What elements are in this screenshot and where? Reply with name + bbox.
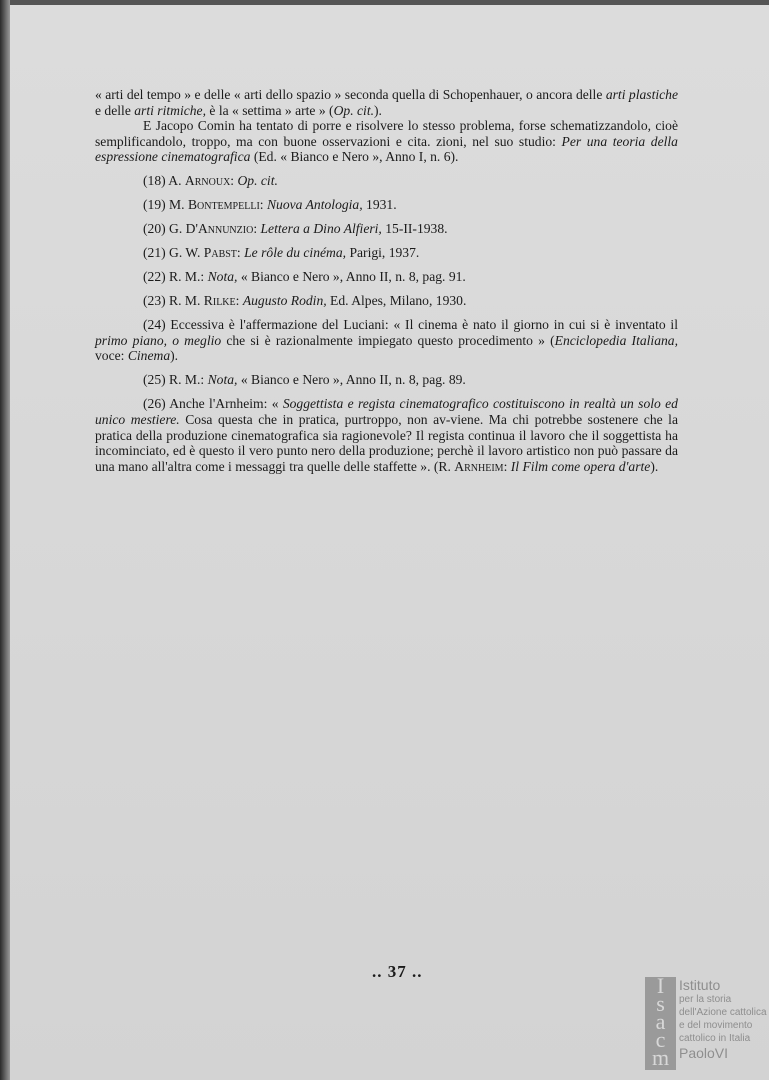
author-name: Arnheim (454, 458, 504, 474)
text-run: (20) G. D' (143, 221, 198, 237)
italic-text: Op. cit. (333, 102, 374, 118)
italic-text: primo piano, o meglio (95, 332, 222, 348)
logo-line: per la storia (679, 994, 732, 1005)
text-run: (Ed. « Bianco e Nero », Anno I, n. 6). (250, 149, 459, 165)
text-run: è la « settima » arte » ( (206, 102, 334, 118)
footnote (95, 197, 678, 213)
text-run: (26) Anche l'Arnheim: « (143, 396, 283, 412)
italic-text: Lettera a Dino Alfieri, (260, 221, 382, 237)
text-run: « Bianco e Nero », Anno II, n. 8, pag. 89. (237, 372, 466, 388)
italic-text: Il Film come opera d'arte (510, 458, 651, 474)
author-name: Rilke (203, 293, 236, 309)
author-name: Annunzio (197, 221, 254, 237)
logo-letter: m (651, 1045, 670, 1070)
italic-text: Nota, (207, 372, 238, 388)
text-run: : (253, 221, 261, 237)
author-name: Arnoux (184, 173, 231, 189)
logo-letter: s (656, 991, 665, 1016)
body-paragraph (95, 87, 678, 118)
text-run: (18) A. (143, 173, 185, 189)
page-number: .. 37 .. (372, 962, 423, 981)
footnotes-body (95, 87, 678, 474)
text-run: : (503, 458, 511, 474)
italic-text: Nota, (207, 269, 238, 285)
logo-letter: I (656, 973, 665, 998)
logo-line: PaoloVI (679, 1045, 729, 1061)
author-name: Bontempelli (187, 197, 260, 213)
body-paragraph (95, 118, 678, 165)
page-binding-edge (0, 0, 10, 1080)
text-run: (22) R. M.: (143, 269, 208, 285)
logo-monogram (645, 973, 676, 1070)
text-run: (21) G. W. (143, 245, 204, 261)
text-run: 15-II-1938. (381, 221, 448, 237)
text-run: (23) R. M. (143, 293, 204, 309)
italic-text: Per una teoria della espressione cinematografica (95, 133, 678, 165)
italic-text: Enciclopedia Italiana, (554, 332, 678, 348)
footnote (95, 293, 678, 309)
logo-letter: c (655, 1027, 666, 1052)
text-run: ). (170, 348, 179, 364)
text-run: (25) R. M.: (143, 372, 208, 388)
logo-line: Istituto (679, 977, 721, 993)
text-run: 1931. (362, 197, 397, 213)
author-name: Pabst (203, 245, 237, 261)
text-run: « Bianco e Nero », Anno II, n. 8, pag. 91. (237, 269, 466, 285)
text-run: (19) M. (143, 197, 188, 213)
text-run: Parigi, 1937. (346, 245, 420, 261)
footnote (95, 372, 678, 388)
italic-text: Augusto Rodin, (242, 293, 327, 309)
italic-text: Nuova Antologia, (266, 197, 363, 213)
text-run: E Jacopo Comin ha tentato di porre e risolvere lo stesso problema, forse schematizzandolo, cioè semplificandolo, troppo, ma con buone osservazioni e cita. zioni, nel suo studio: (95, 118, 678, 149)
text-run: voce: (95, 348, 128, 364)
text-run: che si è razionalmente impiegato questo procedimento » ( (221, 332, 555, 348)
footnote (95, 173, 678, 189)
footnote (95, 221, 678, 237)
italic-text: Op. cit. (237, 173, 278, 189)
footnote (95, 317, 678, 364)
text-run: ). (650, 458, 659, 474)
logo-line: e del movimento (679, 1020, 753, 1031)
text-run: : (259, 197, 267, 213)
text-run: ). (374, 102, 382, 118)
italic-text: arti ritmiche, (134, 102, 206, 118)
italic-text: Le rôle du cinéma, (244, 245, 347, 261)
text-run: : (236, 245, 245, 261)
logo-line: cattolico in Italia (679, 1033, 751, 1044)
footnote (95, 245, 678, 261)
logo-letter: a (655, 1009, 666, 1034)
italic-text: Cinema (127, 348, 171, 364)
text-run: « arti del tempo » e delle « arti dello spazio » seconda quella di Schopenhauer, o ancora delle (95, 87, 606, 102)
isacem-watermark-logo (645, 973, 767, 1072)
logo-text (679, 977, 767, 1061)
footnote (95, 396, 678, 474)
text-run: Cosa questa che in pratica, purtroppo, non av-viene. Ma chi potrebbe sostenere che la pratica della produzione cinematografica sia ragionevole? Il regista continua il lavoro che il soggettista ha incominciato, ed è questo il vero punto nero della produzione; perchè il lavoro artistico non può passare da una mano all'altra come i messaggi tra quelle delle staffette ». (R. (95, 412, 678, 474)
text-run: e delle (95, 102, 135, 118)
footnote (95, 269, 678, 285)
text-run: : (235, 293, 243, 309)
text-run: : (230, 173, 238, 189)
text-run: (24) Eccessiva è l'affermazione del Luciani: « Il cinema è nato il giorno in cui si è inventato il (143, 317, 678, 333)
italic-text: arti plastiche (605, 87, 678, 102)
logo-line: dell'Azione cattolica (679, 1007, 767, 1018)
italic-text: Soggettista e regista cinematografico costituiscono in realtà un solo ed unico mestiere. (95, 396, 678, 428)
text-run: Ed. Alpes, Milano, 1930. (326, 293, 467, 309)
